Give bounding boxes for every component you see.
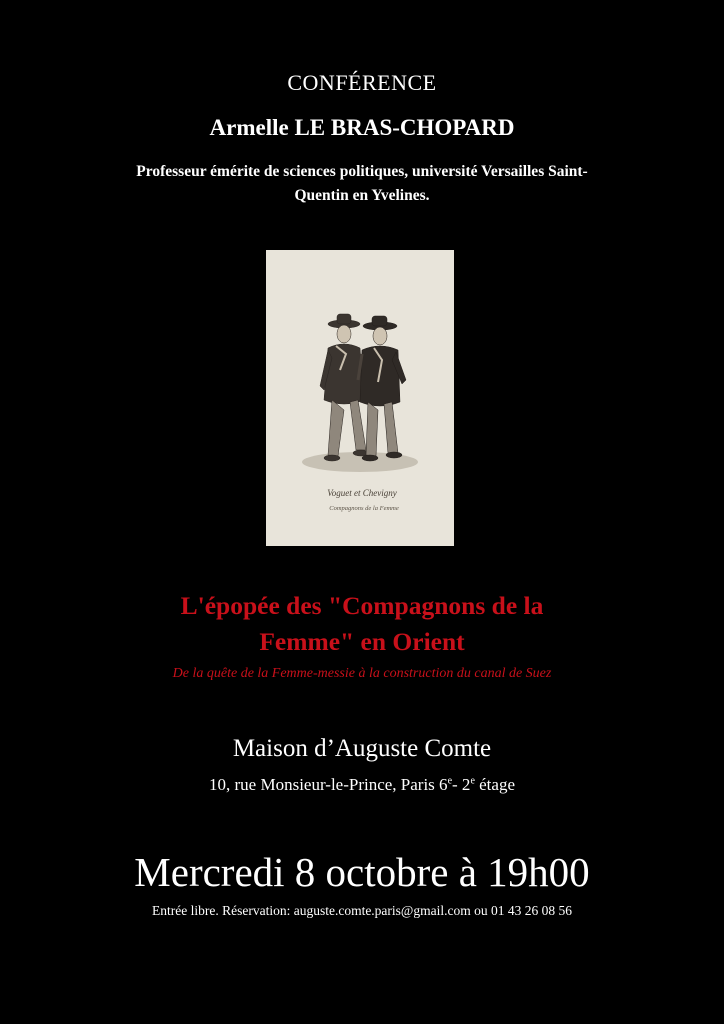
venue-address	[0, 775, 724, 795]
title-line-2: Femme" en Orient	[259, 627, 465, 656]
speaker-affiliation	[82, 160, 642, 208]
lithograph-image	[266, 250, 454, 546]
venue-name: Maison d’Auguste Comte	[232, 735, 492, 762]
lecture-title	[0, 588, 724, 660]
conference-label: CONFÉRENCE	[287, 70, 437, 95]
lecture-subtitle: De la quête de la Femme-messie à la construction du canal de Suez	[172, 666, 552, 681]
address-sup-2: e	[470, 775, 475, 787]
address-sup-1: e	[447, 775, 453, 787]
affiliation-line-1: Professeur émérite de sciences politiques, université Versailles Saint-	[136, 163, 588, 180]
image-caption-line-1: Voguet et Chevigny	[327, 488, 397, 498]
affiliation-line-2: Quentin en Yvelines.	[294, 187, 430, 204]
image-caption-line-2: Compagnons de la Femme	[329, 505, 399, 512]
address-part-2: - 2	[452, 775, 471, 794]
address-part-1: 10, rue Monsieur-le-Prince, Paris 6	[209, 775, 448, 794]
title-line-1: L'épopée des "Compagnons de la	[180, 591, 544, 620]
reservation-info: Entrée libre. Réservation: auguste.comte.paris@gmail.com ou 01 43 26 08 56	[152, 903, 572, 918]
event-date: Mercredi 8 octobre à 19h00	[134, 849, 590, 895]
two-companions-illustration	[266, 250, 454, 546]
speaker-name: Armelle LE BRAS-CHOPARD	[209, 115, 515, 140]
address-part-3: étage	[474, 775, 515, 794]
